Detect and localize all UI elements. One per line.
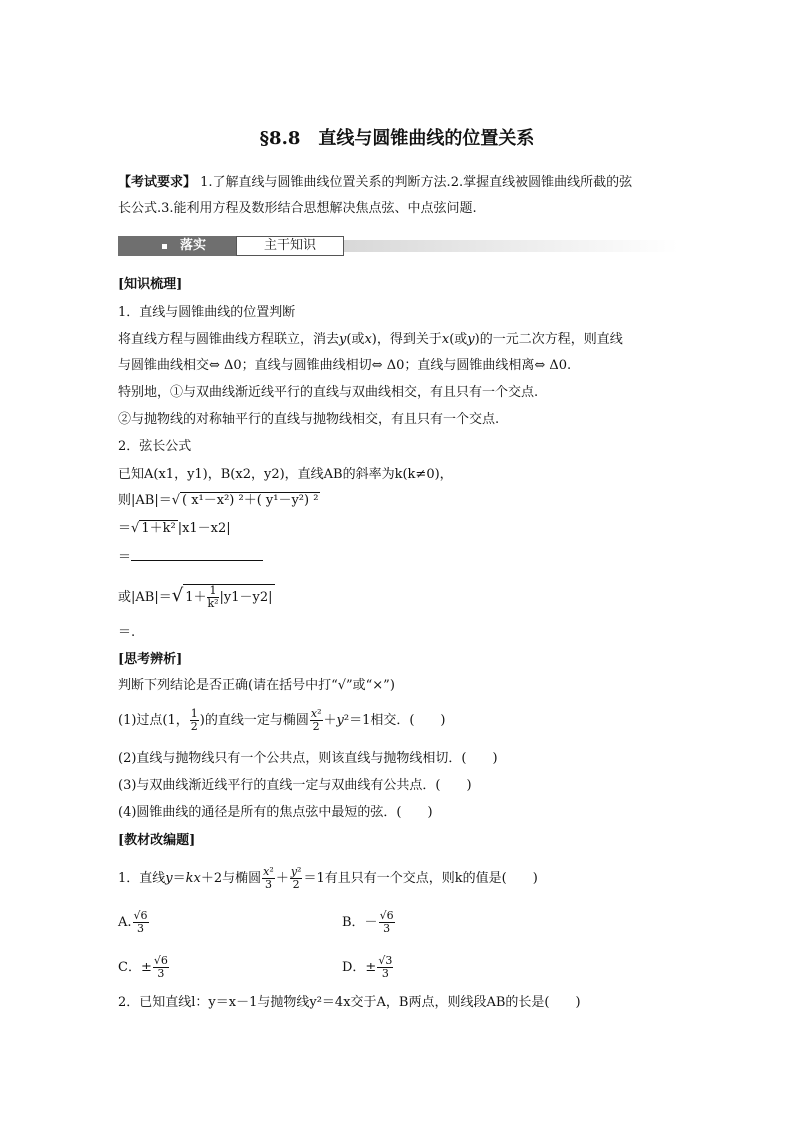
problem-1: 1．直线y＝kx＋2与椭圆 $\frac{\text{x²}}{3}$ ＋ $\frac{\text{y²}}{2}$ ＝1有且只有一个交点，则k的值是( ) <box>118 865 538 891</box>
thinking-q2: (2)直线与抛物线只有一个公共点，则该直线与抛物线相切．( ) <box>118 751 498 766</box>
option-b: B．－ $\frac{√6}{3}$ <box>342 909 394 935</box>
square-icon <box>162 244 167 249</box>
section1-line4: ②与抛物线的对称轴平行的直线与抛物线相交，有且只有一个交点. <box>118 412 500 427</box>
requirements-line2: 长公式.3.能利用方程及数形结合思想解决焦点弦、中点弦问题. <box>118 201 477 216</box>
requirements-label: 【考试要求】 <box>118 175 197 190</box>
section1-line1: 将直线方程与圆锥曲线方程联立，消去y(或x)，得到关于x(或y)的一元二次方程，则直线 <box>118 332 623 347</box>
exam-requirements <box>118 174 632 192</box>
section1-line3: 特别地，①与双曲线渐近线平行的直线与双曲线相交，有且只有一个交点. <box>118 385 539 400</box>
section1-title: 1．直线与圆锥曲线的位置判断 <box>118 305 296 320</box>
thinking-header: [思考辨析] <box>118 652 183 667</box>
chord-formula-2: ＝√ 1＋k² |x1－x2| <box>118 521 231 536</box>
textbook-header: [教材改编题] <box>118 833 196 848</box>
section-banner <box>118 236 678 256</box>
option-c: C．± $\frac{√6}{3}$ <box>118 954 168 980</box>
section2-title: 2．弦长公式 <box>118 439 192 454</box>
section2-line1: 已知A(x1，y1)，B(x2，y2)，直线AB的斜率为k(k≠0)， <box>118 467 453 482</box>
chord-formula-blank: ＝ <box>118 548 263 567</box>
section1-line2: 与圆锥曲线相交⇔ Δ0；直线与圆锥曲线相切⇔ Δ0；直线与圆锥曲线相离⇔ Δ0. <box>118 358 572 373</box>
knowledge-header: [知识梳理] <box>118 277 183 292</box>
answer-blank <box>131 548 263 561</box>
banner-gradient <box>344 240 678 252</box>
requirements-line1: 1.了解直线与圆锥曲线位置关系的判断方法.2.掌握直线被圆锥曲线所截的弦 <box>200 175 633 190</box>
thinking-q1: (1)过点(1， $\frac{1}{2}$ )的直线一定与椭圆 $\frac{\text{x²}}{2}$ ＋y²＝1相交．( ) <box>118 707 446 733</box>
thinking-intro: 判断下列结论是否正确(请在括号中打“√”或“×”) <box>118 678 395 693</box>
thinking-q3: (3)与双曲线渐近线平行的直线一定与双曲线有公共点．( ) <box>118 778 472 793</box>
thinking-q4: (4)圆锥曲线的通径是所有的焦点弦中最短的弦．( ) <box>118 805 433 820</box>
page-title: §8.8 直线与圆锥曲线的位置关系 <box>259 128 535 149</box>
chord-formula-1: 则|AB|＝√ ( x¹－x²) ²＋( y¹－y²) ² <box>118 493 319 508</box>
chord-formula-3: 或|AB|＝√ 1＋ $\frac{1}{\text{k²}}$ |y1－y2| <box>118 584 273 610</box>
problem-2: 2．已知直线l：y＝x－1与抛物线y²＝4x交于A，B两点，则线段AB的长是( ) <box>118 995 581 1010</box>
chord-formula-end: ＝. <box>118 625 136 640</box>
banner-right-label: 主干知识 <box>236 236 344 256</box>
option-a: A. $\frac{√6}{3}$ <box>118 909 148 935</box>
option-d: D．± $\frac{√3}{3}$ <box>342 954 393 980</box>
banner-left-label: 落实 <box>180 238 207 253</box>
